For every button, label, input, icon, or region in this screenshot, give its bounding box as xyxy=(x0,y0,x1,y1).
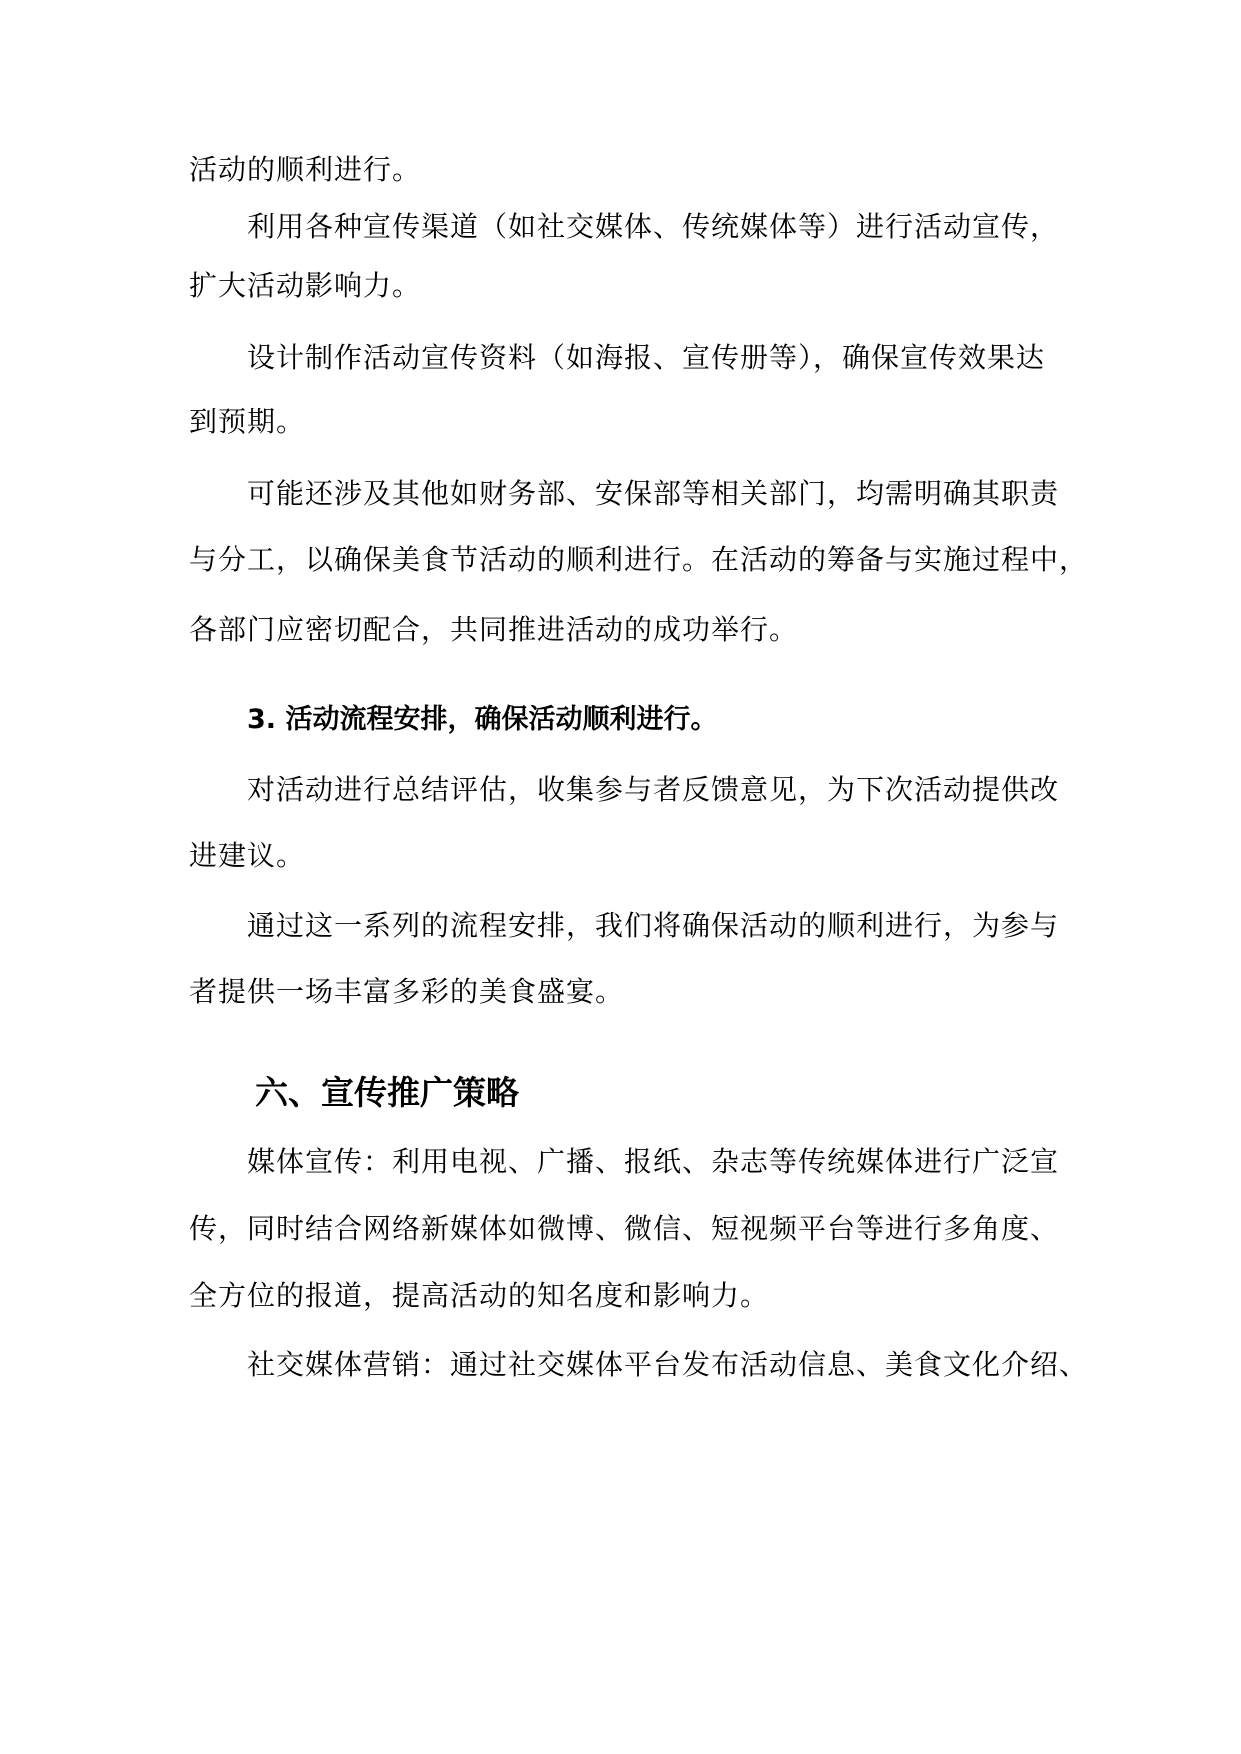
paragraph-line: 各部门应密切配合，共同推进活动的成功举行。 xyxy=(189,613,799,646)
paragraph-line: 媒体宣传：利用电视、广播、报纸、杂志等传统媒体进行广泛宣 xyxy=(247,1145,1060,1178)
paragraph-line: 到预期。 xyxy=(189,405,306,438)
paragraph-line: 对活动进行总结评估，收集参与者反馈意见，为下次活动提供改 xyxy=(247,773,1060,806)
paragraph-line: 进建议。 xyxy=(189,839,306,872)
paragraph-line: 与分工，以确保美食节活动的顺利进行。在活动的筹备与实施过程中， xyxy=(189,543,1089,576)
paragraph-line: 全方位的报道，提高活动的知名度和影响力。 xyxy=(189,1279,770,1312)
paragraph-line: 可能还涉及其他如财务部、安保部等相关部门，均需明确其职责 xyxy=(247,477,1060,510)
paragraph-line: 活动的顺利进行。 xyxy=(189,153,422,186)
paragraph-line: 扩大活动影响力。 xyxy=(189,269,422,302)
paragraph-line: 传，同时结合网络新媒体如微博、微信、短视频平台等进行多角度、 xyxy=(189,1212,1060,1245)
paragraph-line: 通过这一系列的流程安排，我们将确保活动的顺利进行，为参与 xyxy=(247,909,1060,942)
paragraph-line: 社交媒体营销：通过社交媒体平台发布活动信息、美食文化介绍、 xyxy=(247,1348,1089,1381)
paragraph-line: 利用各种宣传渠道（如社交媒体、传统媒体等）进行活动宣传， xyxy=(247,210,1060,243)
paragraph-line: 者提供一场丰富多彩的美食盛宴。 xyxy=(189,975,625,1008)
paragraph-line: 设计制作活动宣传资料（如海报、宣传册等），确保宣传效果达 xyxy=(247,341,1046,374)
section-subheading: 3. 活动流程安排，确保活动顺利进行。 xyxy=(247,704,718,735)
section-heading: 六、宣传推广策略 xyxy=(255,1073,519,1112)
